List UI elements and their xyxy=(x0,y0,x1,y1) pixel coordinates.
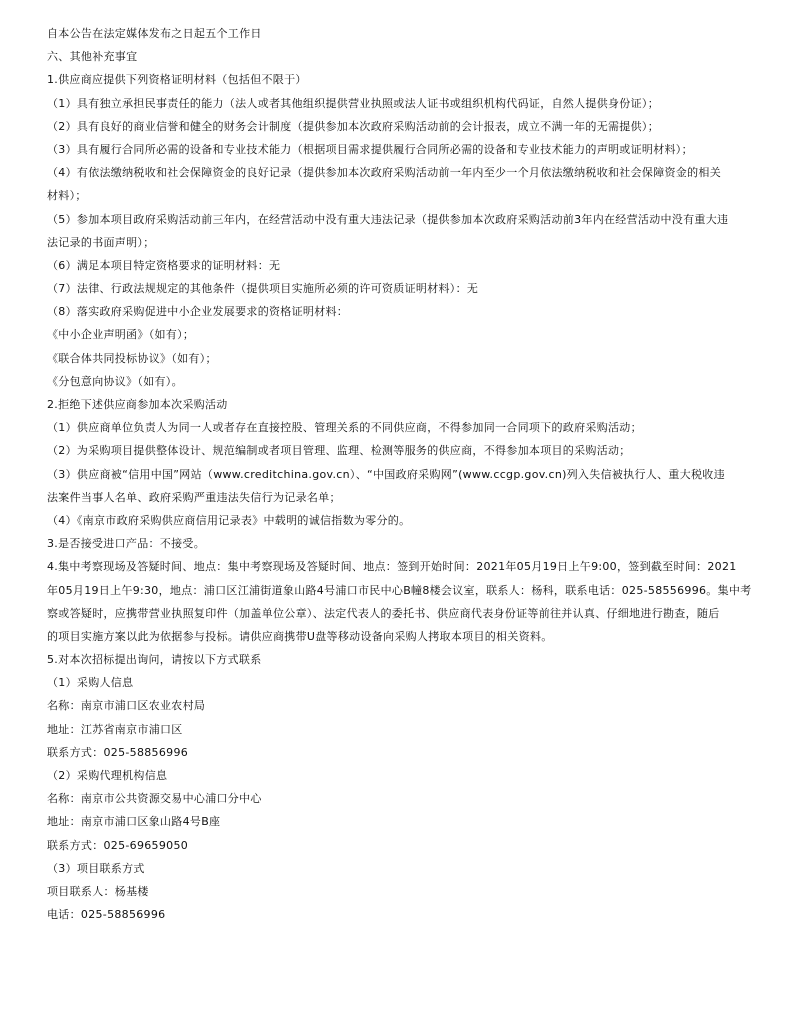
list-item: （3）供应商被“信用中国”网站（www.creditchina.gov.cn）、“中国政府采购网”(www.ccgp.gov.cn)列入失信被执行人、重大税收违 xyxy=(47,467,725,481)
text-line: 自本公告在法定媒体发布之日起五个工作日 xyxy=(47,27,262,40)
list-item: （4）《南京市政府采购供应商信用记录表》中载明的诚信指数为零分的。 xyxy=(47,513,411,527)
document-reference: 《分包意向协议》（如有）。 xyxy=(47,374,183,388)
list-item: （4）有依法缴纳税收和社会保障资金的良好记录（提供参加本次政府采购活动前一年内至少一个月依法缴纳税收和社会保障资金的相关 xyxy=(47,166,721,180)
contact-field: 名称：南京市公共资源交易中心浦口分中心 xyxy=(47,792,262,806)
list-item: （1）供应商单位负责人为同一人或者存在直接控股、管理关系的不同供应商，不得参加同一合同项下的政府采购活动； xyxy=(47,421,642,435)
list-item: （5）参加本项目政府采购活动前三年内，在经营活动中没有重大违法记录（提供参加本次政府采购活动前3年内在经营活动中没有重大违 xyxy=(47,212,729,226)
document-reference: 《联合体共同投标协议》（如有）； xyxy=(47,351,217,365)
list-item: （1）具有独立承担民事责任的能力（法人或者其他组织提供营业执照或法人证书或组织机构代码证，自然人提供身份证）； xyxy=(47,96,659,110)
paragraph-line: 的项目实施方案以此为依据参与投标。请供应商携带U盘等移动设备向采购人拷取本项目的相关资料。 xyxy=(47,629,553,643)
list-item: （8）落实政府采购促进中小企业发展要求的资格证明材料： xyxy=(47,305,349,319)
list-item: （2）为采购项目提供整体设计、规范编制或者项目管理、监理、检测等服务的供应商，不得参加本项目的采购活动； xyxy=(47,444,631,458)
list-item: （6）满足本项目特定资格要求的证明材料：无 xyxy=(47,258,281,272)
contact-field: 项目联系人：杨基楼 xyxy=(47,884,149,898)
list-item-continuation: 材料）； xyxy=(47,189,87,203)
list-item-continuation: 法案件当事人名单、政府采购严重违法失信行为记录名单； xyxy=(47,490,341,504)
list-item: （3）具有履行合同所必需的设备和专业技术能力（根据项目需求提供履行合同所必需的设备和专业技术能力的声明或证明材料）； xyxy=(47,142,693,156)
contact-field: 名称：南京市浦口区农业农村局 xyxy=(47,699,206,713)
contact-group-heading: （2）采购代理机构信息 xyxy=(47,769,168,782)
subsection-heading: 1.供应商应提供下列资格证明材料（包括但不限于） xyxy=(47,73,307,87)
document-reference: 《中小企业声明函》（如有）； xyxy=(47,328,195,342)
section-heading: 六、其他补充事宜 xyxy=(47,50,138,64)
paragraph-line: 年05月19日上午9:30，地点：浦口区江浦街道象山路4号浦口市民中心B幢8楼会议室，联系人：杨科，联系电话：025-58556996。集中考 xyxy=(47,583,752,597)
subsection-heading: 3.是否接受进口产品：不接受。 xyxy=(47,537,205,551)
subsection-heading: 4.集中考察现场及答疑时间、地点：集中考察现场及答疑时间、地点：签到开始时间：2021年05月19日上午9:00，签到截至时间：2021 xyxy=(47,560,737,574)
paragraph-line: 察或答疑时，应携带营业执照复印件（加盖单位公章）、法定代表人的委托书、供应商代表身份证等前往并认真、仔细地进行勘查，随后 xyxy=(47,606,720,620)
contact-group-heading: （1）采购人信息 xyxy=(47,676,134,690)
contact-group-heading: （3）项目联系方式 xyxy=(47,861,145,875)
subsection-heading: 2.拒绝下述供应商参加本次采购活动 xyxy=(47,398,228,411)
list-item: （7）法律、行政法规规定的其他条件（提供项目实施所必须的许可资质证明材料）：无 xyxy=(47,282,479,296)
contact-field: 地址：江苏省南京市浦口区 xyxy=(47,722,183,736)
document-body xyxy=(47,22,759,926)
contact-field: 联系方式：025-69659050 xyxy=(47,838,189,852)
list-item: （2）具有良好的商业信誉和健全的财务会计制度（提供参加本次政府采购活动前的会计报表，成立不满一年的无需提供）； xyxy=(47,119,659,133)
contact-field: 地址：南京市浦口区象山路4号B座 xyxy=(47,815,221,829)
contact-field: 电话：025-58856996 xyxy=(47,908,166,922)
subsection-heading: 5.对本次招标提出询问，请按以下方式联系 xyxy=(47,653,262,667)
list-item-continuation: 法记录的书面声明）； xyxy=(47,235,155,249)
contact-field: 联系方式：025-58856996 xyxy=(47,745,189,759)
